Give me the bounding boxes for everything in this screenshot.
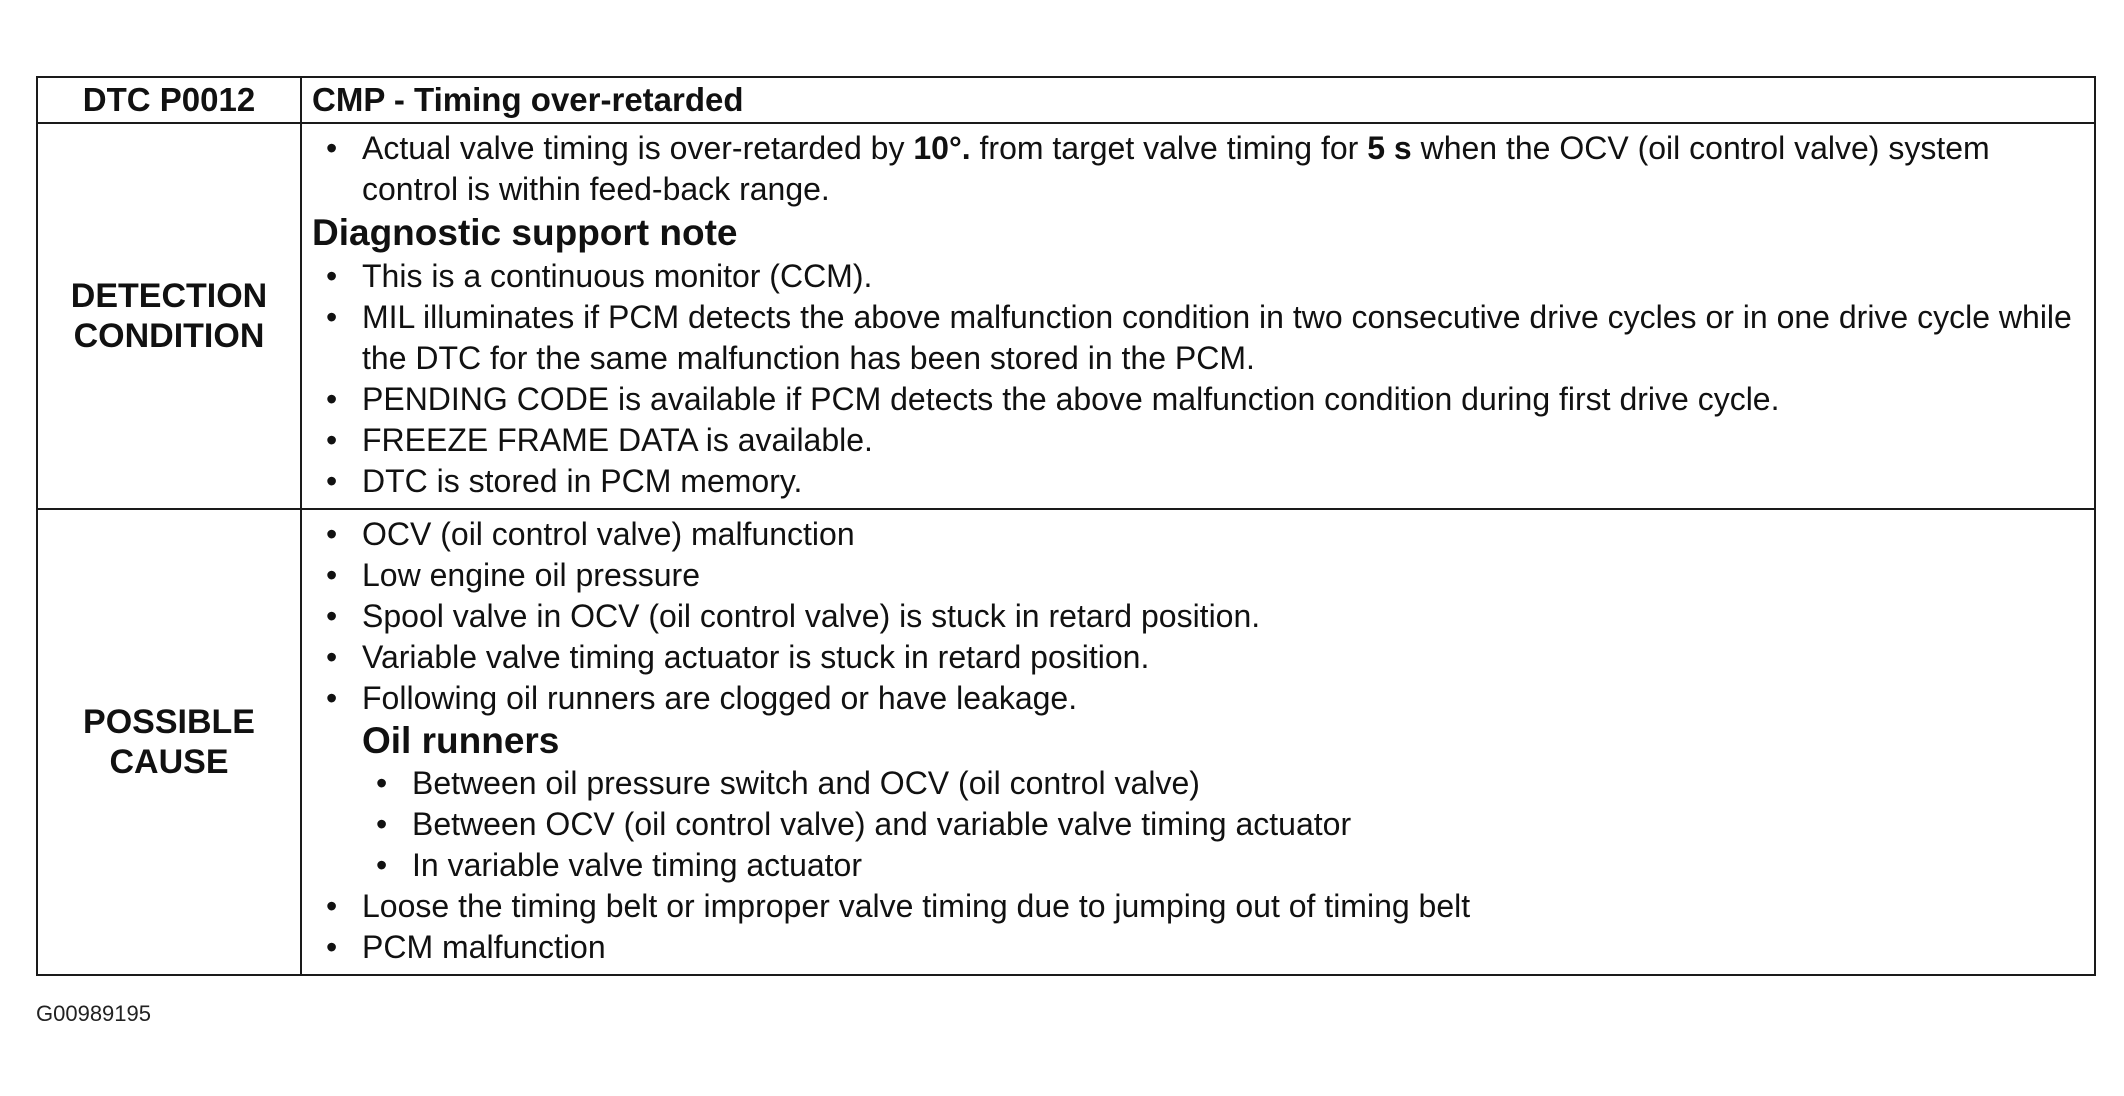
note-item: • MIL illuminates if PCM detects the above malfunction condition in two consecutive drive cycles or in one drive cycle while the DTC for the same malfunction has been stored in the PCM. xyxy=(312,297,2084,379)
note-item: • FREEZE FRAME DATA is available. xyxy=(312,420,2084,461)
note-item: • DTC is stored in PCM memory. xyxy=(312,461,2084,502)
diagnostic-support-note-heading: Diagnostic support note xyxy=(312,212,738,253)
cause-list xyxy=(312,514,2084,719)
cause-item: • OCV (oil control valve) malfunction xyxy=(312,514,2084,555)
detection-list xyxy=(312,128,2084,210)
oil-runner-item: • Between oil pressure switch and OCV (oil control valve) xyxy=(362,763,2084,804)
oil-runner-item: • Between OCV (oil control valve) and variable valve timing actuator xyxy=(362,804,2084,845)
table-header-row xyxy=(37,77,2095,123)
dtc-title: CMP - Timing over-retarded xyxy=(301,77,2095,123)
cause-item: • Following oil runners are clogged or have leakage. xyxy=(312,678,2084,719)
possible-cause-content xyxy=(301,509,2095,975)
note-item: • This is a continuous monitor (CCM). xyxy=(312,256,2084,297)
detection-label-line1: DETECTION xyxy=(70,277,268,315)
possible-cause-label xyxy=(37,509,301,975)
detection-text-part3: when the OCV (oil control valve) system control is within feed-back range. xyxy=(362,130,1990,207)
detection-bullet xyxy=(312,128,2084,210)
cause-item: • Low engine oil pressure xyxy=(312,555,2084,596)
oil-runner-item: • In variable valve timing actuator xyxy=(362,845,2084,886)
dtc-table xyxy=(36,76,2096,976)
detection-text-part2: from target valve timing for xyxy=(970,130,1368,166)
note-item: • PENDING CODE is available if PCM detects the above malfunction condition during first drive cycle. xyxy=(312,379,2084,420)
detection-condition-row xyxy=(37,123,2095,509)
dtc-code: DTC P0012 xyxy=(37,77,301,123)
detection-condition-content xyxy=(301,123,2095,509)
oil-runners-heading: Oil runners xyxy=(362,720,560,761)
cause-item: • PCM malfunction xyxy=(312,927,2084,968)
detection-time-value: 5 s xyxy=(1367,130,1412,166)
cause-item: • Variable valve timing actuator is stuck in retard position. xyxy=(312,637,2084,678)
figure-id: G00989195 xyxy=(36,1001,151,1026)
cause-label-line2: CAUSE xyxy=(109,743,229,781)
cause-item: • Spool valve in OCV (oil control valve) is stuck in retard position. xyxy=(312,596,2084,637)
possible-cause-row xyxy=(37,509,2095,975)
detection-label-line2: CONDITION xyxy=(73,317,265,355)
detection-angle-value: 10°. xyxy=(913,130,971,166)
detection-text-part1: Actual valve timing is over-retarded by xyxy=(362,130,914,166)
cause-item: • Loose the timing belt or improper valve timing due to jumping out of timing belt xyxy=(312,886,2084,927)
diagnostic-notes-list xyxy=(312,256,2084,502)
cause-list-continued xyxy=(312,886,2084,968)
cause-label-line1: POSSIBLE xyxy=(83,703,255,741)
detection-condition-label xyxy=(37,123,301,509)
oil-runners-list xyxy=(312,763,2084,886)
